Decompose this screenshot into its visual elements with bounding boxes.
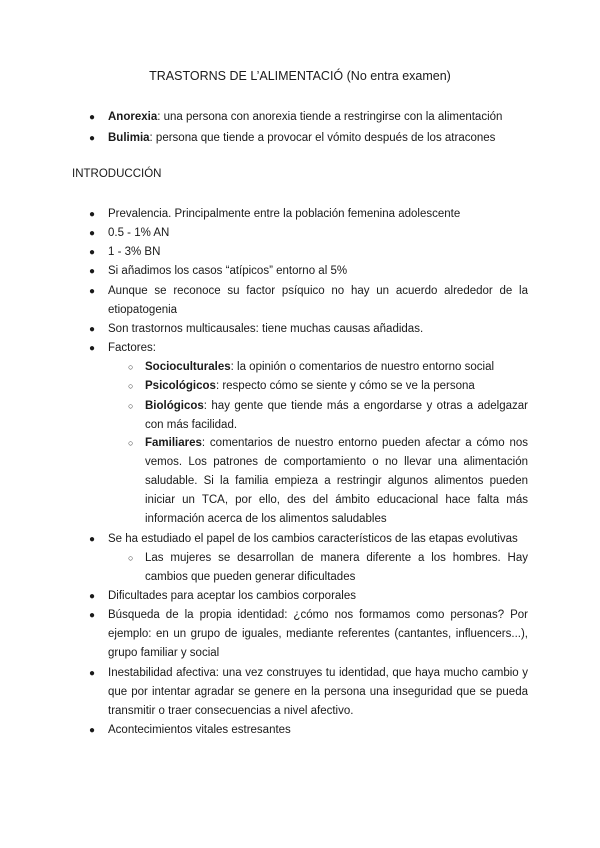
term: Biológicos [145,400,204,412]
list-item [89,530,528,549]
item-text: 0.5 - 1% AN [108,227,170,239]
term: Psicológicos [145,380,216,392]
list-item [89,721,528,740]
bullet-icon: ● [89,247,96,258]
bullet-icon: ● [89,112,96,123]
definition-text: : persona que tiende a provocar el vómito después de los atracones [149,132,496,144]
factor-text: : hay gente que tiende más a engordarse y otras a adelgazar con más facilidad. [145,400,528,431]
page-title: TRASTORNS DE L’ALIMENTACIÓ (No entra examen) [149,69,451,83]
sub-item-mujeres [128,549,528,587]
term: Bulimia [108,132,150,144]
list-item [89,262,528,281]
list-item [89,282,528,320]
hollow-bullet-icon: ○ [128,401,134,411]
bullet-icon: ● [89,591,96,602]
factor-text: : comentarios de nuestro entorno pueden afectar a cómo nos vemos. Los patrones de comportamiento o no llevar una alimentación saludable. Si la familia empieza a restringir algunos alimentos pueden iniciar un TCA, por ello, des del ámbito educacional hace falta más información acerca de los alimentos saludables [145,437,528,525]
item-text: Búsqueda de la propia identidad: ¿cómo nos formamos como personas? Por ejemplo: en un grupo de iguales, mediante referentes (cantantes, influencers...), grupo familiar y social [108,609,528,659]
bullet-icon: ● [89,266,96,277]
factor-familiares [128,434,528,529]
item-text: Aunque se reconoce su factor psíquico no hay un acuerdo alrededor de la etiopatogenia [108,285,528,316]
hollow-bullet-icon: ○ [128,381,134,391]
item-text: Inestabilidad afectiva: una vez construyes tu identidad, que haya mucho cambio y que por intentar agradar se genere en la persona una inseguridad que se pueda transmitir o traer consecuencias a nivel afectivo. [108,667,528,717]
term: Familiares [145,437,202,449]
item-text: 1 - 3% BN [108,246,161,258]
factor-text: : respecto cómo se siente y cómo se ve la persona [215,380,475,392]
bullet-icon: ● [89,534,96,545]
section-heading: INTRODUCCIÓN [72,168,162,180]
hollow-bullet-icon: ○ [128,553,134,563]
item-text: Factores: [108,342,156,354]
item-text: Son trastornos multicausales: tiene muchas causas añadidas. [108,323,424,335]
bullet-icon: ● [89,668,96,679]
list-item [89,606,528,663]
item-text: Acontecimientos vitales estresantes [108,724,291,736]
hollow-bullet-icon: ○ [128,362,134,372]
list-item [89,205,528,224]
hollow-bullet-icon: ○ [128,438,134,448]
definition-text: : una persona con anorexia tiende a restringirse con la alimentación [157,111,503,123]
list-item [89,320,528,339]
bullet-icon: ● [89,324,96,335]
factor-psicologicos [128,377,528,396]
factor-socioculturales [128,358,528,377]
list-item-factores [89,339,528,358]
bullet-icon: ● [89,343,96,354]
item-text: Si añadimos los casos “atípicos” entorno al 5% [108,265,348,277]
term: Anorexia [108,111,158,123]
definition-bulimia [89,129,528,148]
item-text: Se ha estudiado el papel de los cambios característicos de las etapas evolutivas [108,533,518,545]
definition-anorexia [89,108,528,127]
list-item [89,587,528,606]
list-item [89,224,528,243]
item-text: Prevalencia. Principalmente entre la población femenina adolescente [108,208,461,220]
bullet-icon: ● [89,610,96,621]
term: Socioculturales [145,361,231,373]
factor-biologicos [128,397,528,435]
list-item [89,664,528,721]
bullet-icon: ● [89,725,96,736]
bullet-icon: ● [89,133,96,144]
factor-text: : la opinión o comentarios de nuestro entorno social [230,361,495,373]
bullet-icon: ● [89,209,96,220]
bullet-icon: ● [89,286,96,297]
item-text: Dificultades para aceptar los cambios corporales [108,590,357,602]
item-text: Las mujeres se desarrollan de manera diferente a los hombres. Hay cambios que pueden generar dificultades [145,552,528,583]
list-item [89,243,528,262]
bullet-icon: ● [89,228,96,239]
